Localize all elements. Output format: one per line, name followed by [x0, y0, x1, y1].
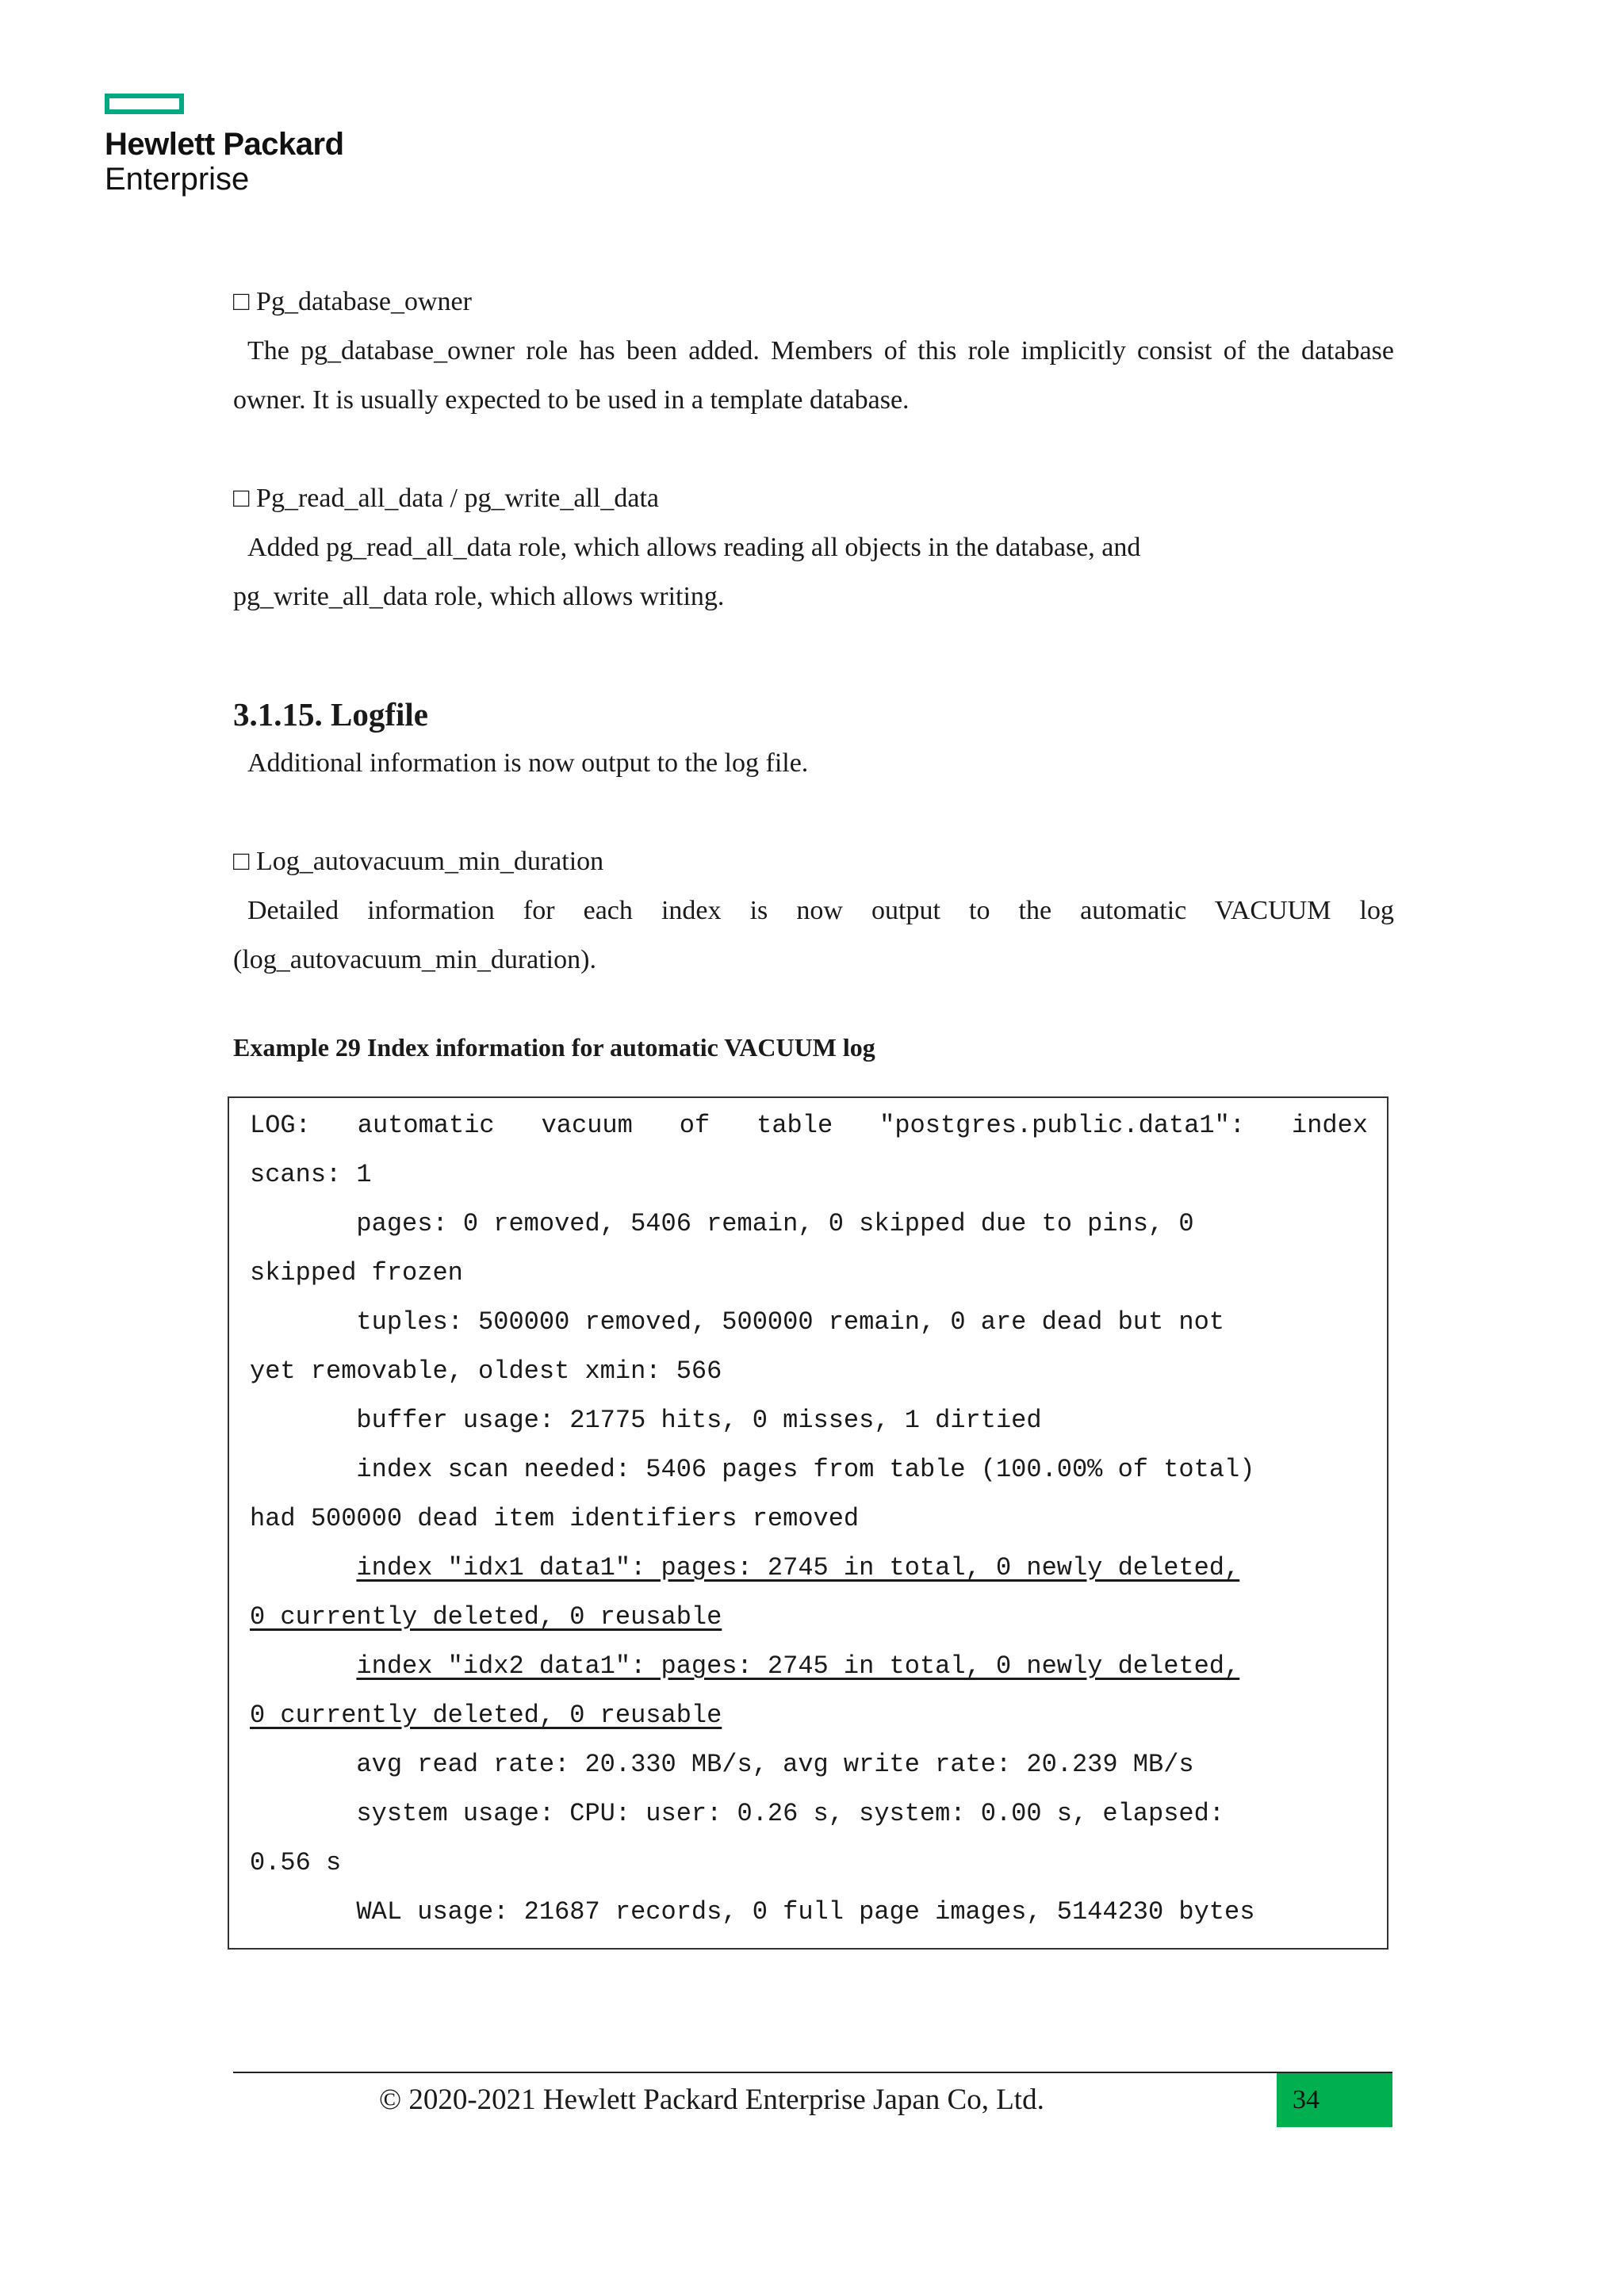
- hpe-logo: [105, 94, 344, 197]
- code-line: had 500000 dead item identifiers removed: [250, 1504, 860, 1533]
- read-write-text-line2: pg_write_all_data role, which allows writing.: [233, 582, 725, 611]
- code-line-underlined: [250, 1642, 1368, 1691]
- document-body: [233, 277, 1394, 1069]
- footer-divider: [233, 2072, 1392, 2073]
- code-block: [228, 1096, 1388, 1950]
- read-write-text-line1: Added pg_read_all_data role, which allows reading all objects in the database, and: [247, 533, 1141, 562]
- code-line: scans: 1: [250, 1160, 372, 1189]
- autovacuum-text-line1: Detailed information for each index is now output to the automatic VACUUM log: [247, 896, 1394, 925]
- code-line: skipped frozen: [250, 1258, 463, 1288]
- autovacuum-text-line2: (log_autovacuum_min_duration).: [233, 945, 596, 974]
- underlined-text: 0 currently deleted, 0 reusable: [250, 1602, 722, 1632]
- logo-text-line1: Hewlett Packard: [105, 127, 344, 162]
- code-line: 0.56 s: [250, 1848, 342, 1877]
- footer-copyright: © 2020-2021 Hewlett Packard Enterprise Japan Co, Ltd.: [379, 2084, 1044, 2116]
- page-number: 34: [1277, 2073, 1392, 2127]
- section-title: 3.1.15. Logfile: [233, 696, 428, 733]
- section-intro: Additional information is now output to the log file.: [247, 748, 809, 778]
- hpe-logo-element: [105, 94, 184, 114]
- code-line: tuples: 500000 removed, 500000 remain, 0 are dead but not: [250, 1307, 1224, 1337]
- code-line: index scan needed: 5406 pages from table (100.00% of total): [250, 1455, 1255, 1484]
- code-line-underlined: [250, 1544, 1368, 1593]
- code-line: yet removable, oldest xmin: 566: [250, 1357, 722, 1386]
- db-owner-text-line1: The pg_database_owner role has been added. Members of this role implicitly consist of the database: [247, 336, 1394, 365]
- db-owner-heading: □ Pg_database_owner: [233, 287, 472, 316]
- underlined-text: index "idx2 data1": pages: 2745 in total, 0 newly deleted,: [356, 1651, 1240, 1681]
- code-line: buffer usage: 21775 hits, 0 misses, 1 dirtied: [250, 1406, 1042, 1435]
- code-line: LOG: automatic vacuum of table "postgres.public.data1": index: [250, 1111, 1368, 1140]
- code-line-underlined: [250, 1691, 1368, 1740]
- code-line: avg read rate: 20.330 MB/s, avg write rate: 20.239 MB/s: [250, 1750, 1194, 1779]
- underlined-text: 0 currently deleted, 0 reusable: [250, 1701, 722, 1730]
- code-line: pages: 0 removed, 5406 remain, 0 skipped due to pins, 0: [250, 1209, 1194, 1238]
- logo-text-line2: Enterprise: [105, 162, 250, 197]
- example-caption: Example 29 Index information for automatic VACUUM log: [233, 1033, 875, 1062]
- underlined-text: index "idx1 data1": pages: 2745 in total, 0 newly deleted,: [356, 1553, 1240, 1582]
- code-line: system usage: CPU: user: 0.26 s, system: 0.00 s, elapsed:: [250, 1799, 1224, 1828]
- code-line-underlined: [250, 1593, 1368, 1642]
- code-line: WAL usage: 21687 records, 0 full page images, 5144230 bytes: [250, 1897, 1255, 1927]
- db-owner-text-line2: owner. It is usually expected to be used in a template database.: [233, 385, 910, 415]
- autovacuum-heading: □ Log_autovacuum_min_duration: [233, 847, 604, 876]
- read-write-heading: □ Pg_read_all_data / pg_write_all_data: [233, 484, 659, 513]
